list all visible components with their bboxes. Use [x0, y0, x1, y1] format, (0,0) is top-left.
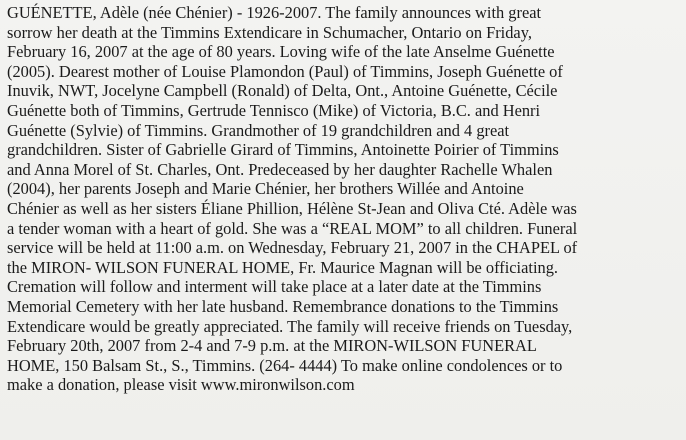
obituary-line: Guénette both of Timmins, Gertrude Tennisco (Mike) of Victoria, B.C. and Henri	[7, 100, 541, 120]
obituary-line: service will be held at 11:00 a.m. on Wednesday, February 21, 2007 in the CHAPEL of	[7, 238, 578, 258]
obituary-line: GUÉNETTE, Adèle (née Chénier) - 1926-2007. The family announces with great	[7, 3, 542, 22]
obituary-line: a tender woman with a heart of gold. She was a “REAL MOM” to all children. Funeral	[7, 218, 578, 238]
obituary-line: the MIRON- WILSON FUNERAL HOME, Fr. Maurice Magnan will be officiating.	[7, 257, 558, 277]
obituary-line: HOME, 150 Balsam St., S., Timmins. (264- 4444) To make online condolences or to	[7, 355, 563, 375]
obituary-line: (2005). Dearest mother of Louise Plamondon (Paul) of Timmins, Joseph Guénette of	[7, 61, 563, 81]
obituary-text	[7, 3, 683, 395]
obituary-line: sorrow her death at the Timmins Extendicare in Schumacher, Ontario on Friday,	[7, 22, 532, 42]
obituary-line: Chénier as well as her sisters Éliane Phillion, Hélène St-Jean and Oliva Cté. Adèle was	[7, 198, 577, 218]
obituary-line: (2004), her parents Joseph and Marie Chénier, her brothers Willée and Antoine	[7, 179, 524, 199]
obituary-line: Cremation will follow and interment will take place at a later date at the Timmins	[7, 277, 542, 297]
obituary-line: and Anna Morel of St. Charles, Ont. Predeceased by her daughter Rachelle Whalen	[7, 159, 553, 179]
obituary-line: Extendicare would be greatly appreciated. The family will receive friends on Tuesday,	[7, 316, 573, 336]
obituary-line: grandchildren. Sister of Gabrielle Girard of Timmins, Antoinette Poirier of Timmins	[7, 140, 559, 160]
obituary-line: make a donation, please visit www.mironwilson.com	[7, 375, 355, 395]
obituary-line: February 20th, 2007 from 2-4 and 7-9 p.m. at the MIRON-WILSON FUNERAL	[7, 336, 537, 356]
obituary-line: February 16, 2007 at the age of 80 years. Loving wife of the late Anselme Guénette	[7, 42, 555, 62]
obituary-line: Inuvik, NWT, Jocelyne Campbell (Ronald) of Delta, Ont., Antoine Guénette, Cécile	[7, 81, 558, 101]
obituary-line: Memorial Cemetery with her late husband. Remembrance donations to the Timmins	[7, 296, 559, 316]
obituary-line: Guénette (Sylvie) of Timmins. Grandmother of 19 grandchildren and 4 great	[7, 120, 510, 140]
